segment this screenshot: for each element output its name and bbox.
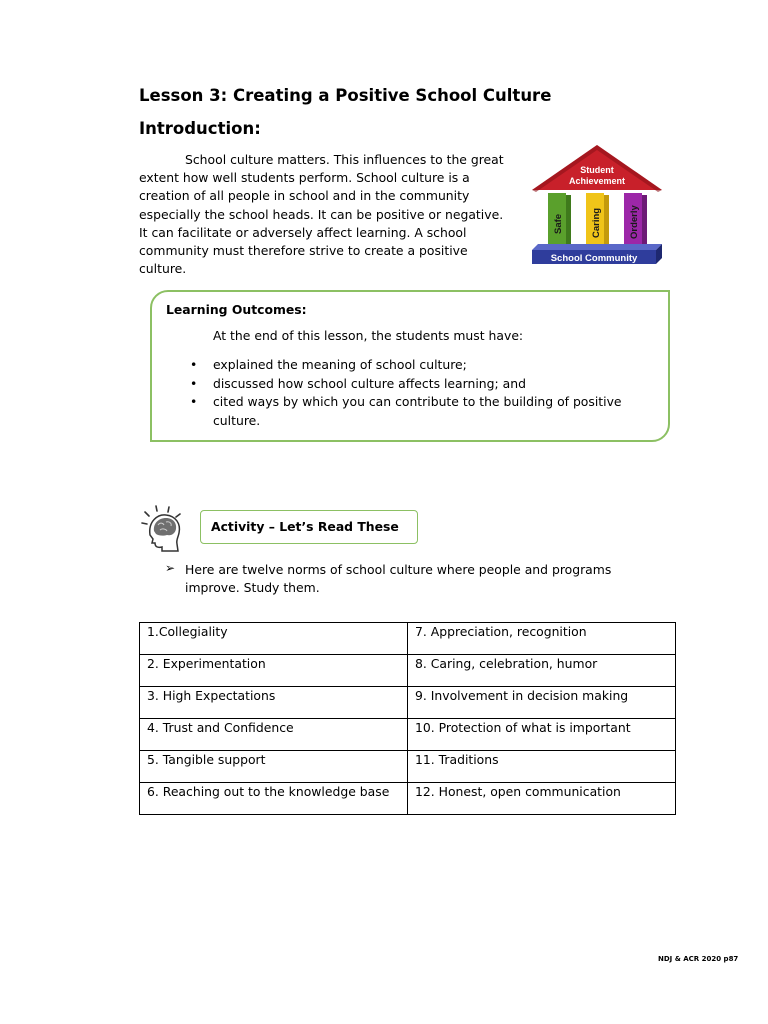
norm-cell: 3. High Expectations [140, 687, 408, 719]
table-row [140, 687, 676, 719]
table-row [140, 623, 676, 655]
table-row [140, 783, 676, 815]
norm-cell: 8. Caring, celebration, humor [408, 655, 676, 687]
intro-text: School culture matters. This influences to the great extent how well students perform. School culture is a creation of all people in school and in the community especially the school heads. It can be positive or negative. It can facilitate or adversely affect learning. A school community must therefore strive to create a positive culture. [139, 152, 504, 277]
outcome-item: • explained the meaning of school culture; [190, 356, 630, 375]
intro-heading: Introduction: [139, 119, 261, 138]
learning-outcomes-intro: At the end of this lesson, the students must have: [213, 328, 524, 343]
norm-cell: 12. Honest, open communication [408, 783, 676, 815]
table-row [140, 751, 676, 783]
norms-intro-text: Here are twelve norms of school culture where people and programs improve. Study them. [185, 562, 612, 595]
norm-cell: 9. Involvement in decision making [408, 687, 676, 719]
outcome-item: • discussed how school culture affects learning; and [190, 375, 630, 394]
bullet-icon: • [190, 375, 198, 391]
norm-cell: 4. Trust and Confidence [140, 719, 408, 751]
pillar-label-orderly: Orderly [629, 205, 640, 239]
norm-cell: 11. Traditions [408, 751, 676, 783]
norm-cell: 1.Collegiality [140, 623, 408, 655]
norm-cell: 5. Tangible support [140, 751, 408, 783]
bullet-icon: • [190, 357, 198, 372]
activity-title: Activity – Let’s Read These [211, 519, 399, 534]
table-row [140, 655, 676, 687]
base-label: School Community [550, 253, 638, 264]
learning-outcomes-list [190, 356, 630, 430]
lesson-title: Lesson 3: Creating a Positive School Culture [139, 86, 552, 105]
pillar-label-caring: Caring [591, 207, 602, 238]
school-culture-graphic [528, 142, 666, 268]
learning-outcomes-heading: Learning Outcomes: [166, 302, 307, 317]
roof-label-line2: Achievement [568, 176, 626, 186]
head-brain-icon [140, 505, 186, 553]
norm-cell: 10. Protection of what is important [408, 719, 676, 751]
norm-cell: 6. Reaching out to the knowledge base [140, 783, 408, 815]
page-footer: NDJ & ACR 2020 p87 [658, 955, 739, 963]
arrow-bullet-icon: ➢ [165, 561, 176, 575]
bullet-icon: • [190, 394, 198, 409]
norm-cell: 7. Appreciation, recognition [408, 623, 676, 655]
pillar-label-safe: Safe [553, 213, 564, 234]
roof-label-line1: Student [580, 165, 614, 175]
norm-cell: 2. Experimentation [140, 655, 408, 687]
norms-table [139, 622, 676, 815]
table-row [140, 719, 676, 751]
outcome-item: • cited ways by which you can contribute to the building of positive culture. [190, 394, 622, 428]
intro-paragraph [139, 151, 514, 278]
